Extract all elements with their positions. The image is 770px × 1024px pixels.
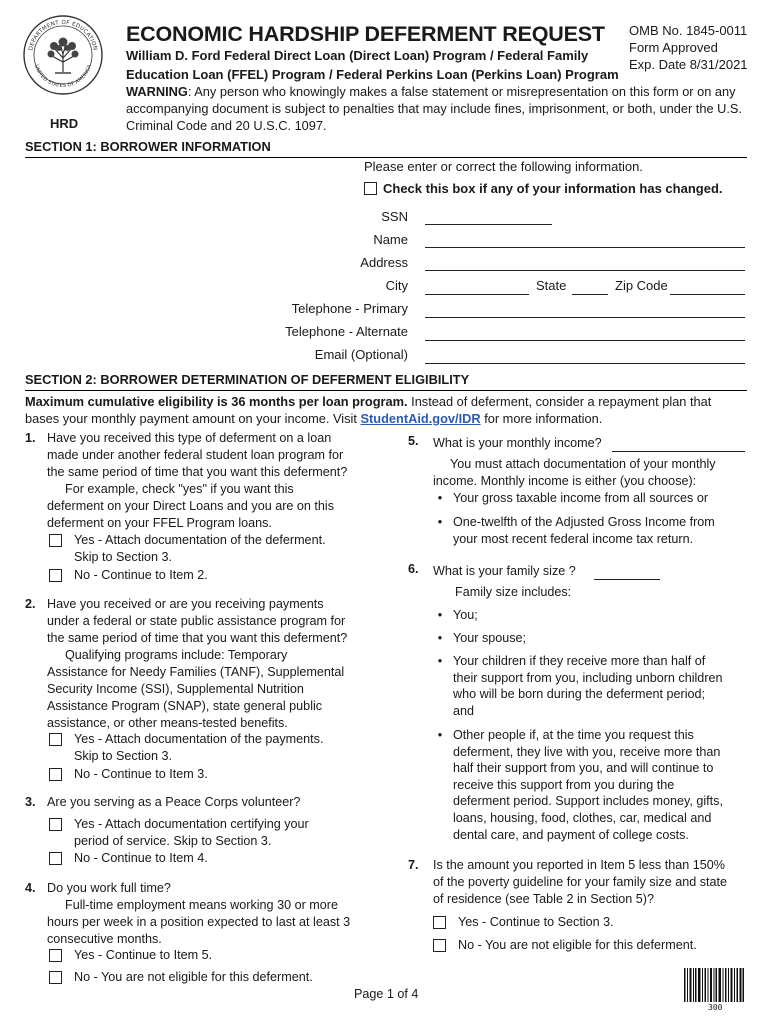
q3-no-checkbox[interactable] [49,852,62,865]
q2-line-5: Assistance for Needy Families (TANF), Supplemental [47,665,345,679]
q4-yes-checkbox[interactable] [49,949,62,962]
q4-no-label: No - You are not eligible for this deferment. [74,970,313,984]
q1-yes-option[interactable] [49,532,326,565]
info-changed-label: Check this box if any of your information has changed. [383,181,723,196]
q6-bullet-4-line-4: receive this support from you during the [453,777,675,792]
info-changed-checkbox[interactable] [364,182,377,195]
q6-bullet-3-line-3: who will be born during the deferment period; [453,687,706,702]
q1-line-3: the same period of time that you want this deferment? [47,465,348,479]
form-subtitle [126,46,621,84]
q7-number: 7. [408,858,419,872]
q6-bullet-4 [435,727,723,843]
zip-label: Zip Code [615,278,668,293]
q7-yes-label: Yes - Continue to Section 3. [458,915,614,929]
subtitle-line-2: Education Loan (FFEL) Program / Federal Perkins Loan (Perkins Loan) Program [126,67,619,82]
q1-yes-label: Yes - Attach documentation of the deferment. [74,533,326,547]
barcode-image [684,968,744,1002]
q7-no-label: No - You are not eligible for this deferment. [458,938,697,952]
q6-bullet-4-line-6: loans, housing, food, clothes, car, medical and [453,810,712,825]
q6-bullet-1-text: You; [453,608,478,622]
q3-yes-checkbox[interactable] [49,818,62,831]
city-field[interactable] [425,294,529,295]
phone-alternate-label: Telephone - Alternate [285,324,408,339]
q6-bullet-3-line-2: their support from you, including unborn children [453,670,723,685]
info-changed-checkbox-row[interactable] [364,180,723,198]
q6-bullet-3-line-4: and [453,703,475,718]
q2-yes-option[interactable] [49,731,323,764]
zip-field[interactable] [670,294,745,295]
section-2-heading: SECTION 2: BORROWER DETERMINATION OF DEFERMENT ELIGIBILITY [25,371,747,391]
q5-bullet-1 [435,490,708,507]
q7-line-2: of the poverty guideline for your family size and state [433,875,728,889]
q2-line-7: Assistance Program (SNAP), state general public [47,699,323,713]
q2-yes-label: Yes - Attach documentation of the payments. [74,732,324,746]
omb-number: OMB No. 1845-0011 [629,23,748,38]
q1-no-label: No - Continue to Item 2. [74,568,208,582]
omb-info [629,22,748,73]
q6-bullet-4-line-1: Other people if, at the time you request this [453,728,694,742]
q2-line-6: Security Income (SSI), Supplemental Nutrition [47,682,304,696]
bullet-mark: • [437,608,443,622]
q2-line-1: Have you received or are you receiving payments [47,597,324,611]
page-number: Page 1 of 4 [354,987,419,1001]
bullet-mark: • [437,491,443,505]
family-size-field[interactable] [594,579,660,580]
q5-line-1: What is your monthly income? [433,436,602,450]
phone-alternate-field[interactable] [425,340,745,341]
q6-number: 6. [408,562,419,576]
ssn-label: SSN [381,209,408,224]
q2-line-8: assistance, or other means-tested benefits. [47,716,288,730]
q4-line-4: consecutive months. [47,932,162,946]
q1-yes-checkbox[interactable] [49,534,62,547]
q4-no-checkbox[interactable] [49,971,62,984]
q5-bullet-2-line-1: One-twelfth of the Adjusted Gross Income from [453,515,715,529]
q1-number: 1. [25,431,36,445]
bullet-mark: • [437,728,443,742]
form-approved: Form Approved [629,40,718,55]
state-label: State [536,278,567,293]
q1-yes-skip: Skip to Section 3. [74,549,173,564]
q6-line-1: What is your family size ? [433,564,576,578]
q4-line-3: hours per week in a position expected to last at least 3 [47,915,351,929]
q6-bullet-3 [435,653,723,719]
q5-bullet-1-text: Your gross taxable income from all sources or [453,491,709,505]
name-label: Name [373,232,408,247]
q3-no-label: No - Continue to Item 4. [74,851,208,865]
city-label: City [385,278,408,293]
email-field[interactable] [425,363,745,364]
q7-yes-option[interactable] [433,914,614,931]
q7-no-option[interactable] [433,937,697,954]
subtitle-line-1: William D. Ford Federal Direct Loan (Direct Loan) Program / Federal Family [126,48,589,63]
q6-bullet-3-line-1: Your children if they receive more than half of [453,654,706,668]
q4-yes-option[interactable] [49,947,212,964]
q6-bullet-4-line-5: deferment period. Support includes money, gifts, [453,794,723,809]
q6-bullet-1 [435,607,478,624]
q6-line-2: Family size includes: [455,585,572,599]
q6-bullet-4-line-2: deferment, they live with you, receive more than [453,744,721,759]
right-column [408,433,753,963]
q5-line-3: income. Monthly income is either (you choose): [433,474,697,488]
expiration-date: Exp. Date 8/31/2021 [629,57,748,72]
form-title: ECONOMIC HARDSHIP DEFERMENT REQUEST [126,22,605,46]
email-label: Email (Optional) [314,347,408,362]
name-field[interactable] [425,247,745,248]
q1-no-checkbox[interactable] [49,569,62,582]
q2-yes-skip: Skip to Section 3. [74,748,173,763]
address-field[interactable] [425,270,745,271]
q3-number: 3. [25,795,36,809]
q3-line-1: Are you serving as a Peace Corps volunteer? [47,795,301,809]
address-label: Address [360,255,408,270]
q5-number: 5. [408,434,419,448]
q6-bullet-4-line-3: half their support from you, and will continue to [453,761,714,776]
warning-text: : Any person who knowingly makes a false statement or misrepresentation on this form or on any accompanying document is subject to penalties that may include fines, imprisonment, or both, under the U.S. Criminal Code and 20 U.S.C. 1097. [126,84,743,133]
q3-no-option[interactable] [49,850,208,867]
q7-yes-checkbox[interactable] [433,916,446,929]
q3-yes-label: Yes - Attach documentation certifying your [74,817,309,831]
q4-line-2: Full-time employment means working 30 or more [65,898,338,912]
repayment-note: Instead of deferment, consider a repayment plan that bases your monthly payment amount on your income. Visit [25,394,712,426]
q1-line-5: deferment on your Direct Loans and you are on this [47,499,335,513]
q4-line-1: Do you work full time? [47,881,171,895]
q5-line-2: You must attach documentation of your monthly [450,457,716,471]
bullet-mark: • [437,515,443,529]
q4-number: 4. [25,881,36,895]
q6-bullet-2-text: Your spouse; [453,631,527,645]
q2-no-label: No - Continue to Item 3. [74,767,208,781]
warning-label: WARNING [126,84,188,99]
q1-line-2: made under another federal student loan program for [47,448,344,462]
q1-no-option[interactable] [49,567,208,584]
section-1-heading: SECTION 1: BORROWER INFORMATION [25,138,747,158]
q6-bullet-4-line-7: dental care, and payment of college costs. [453,827,689,842]
q4-no-option[interactable] [49,969,313,986]
q2-line-3: the same period of time that you want this deferment? [47,631,348,645]
intro-tail: for more information. [480,411,603,426]
q2-yes-checkbox[interactable] [49,733,62,746]
q7-line-1: Is the amount you reported in Item 5 less than 150% [433,858,725,872]
state-field[interactable] [572,294,608,295]
q2-number: 2. [25,597,36,611]
phone-primary-field[interactable] [425,317,745,318]
q2-line-2: under a federal or state public assistance program for [47,614,346,628]
q1-line-1: Have you received this type of deferment on a loan [47,431,332,445]
seal-text-top: DEPARTMENT OF EDUCATION [28,19,98,52]
monthly-income-field[interactable] [612,451,745,452]
q1-line-6: deferment on your FFEL Program loans. [47,516,272,530]
hrd-code: HRD [50,116,79,131]
q5-bullet-2 [435,514,715,547]
q1-line-4: For example, check "yes" if you want this [65,482,294,496]
seal-text-bottom: UNITED STATES OF AMERICA [32,63,94,90]
section-1-intro: Please enter or correct the following information. [364,159,643,174]
barcode-number: 300 [708,1003,723,1012]
max-eligibility-note: Maximum cumulative eligibility is 36 months per loan program. [25,394,408,409]
left-column [25,430,375,990]
q4-yes-label: Yes - Continue to Item 5. [74,948,213,962]
phone-primary-label: Telephone - Primary [291,301,408,316]
q7-no-checkbox[interactable] [433,939,446,952]
q7-line-3: of residence (see Table 2 in Section 5)? [433,892,654,906]
warning-statement [126,83,751,134]
q2-no-checkbox[interactable] [49,768,62,781]
q3-yes-option[interactable] [49,816,309,849]
bullet-mark: • [437,631,443,645]
bullet-mark: • [437,654,443,668]
department-of-education-seal [22,14,104,96]
ssn-field[interactable] [425,224,552,225]
q2-line-4: Qualifying programs include: Temporary [65,648,288,662]
studentaid-idr-link[interactable]: StudentAid.gov/IDR [360,411,481,426]
q3-yes-skip: period of service. Skip to Section 3. [74,833,272,848]
q6-bullet-2 [435,630,526,647]
q2-no-option[interactable] [49,766,208,783]
section-2-intro [25,393,747,427]
q5-bullet-2-line-2: your most recent federal income tax return. [453,531,694,546]
